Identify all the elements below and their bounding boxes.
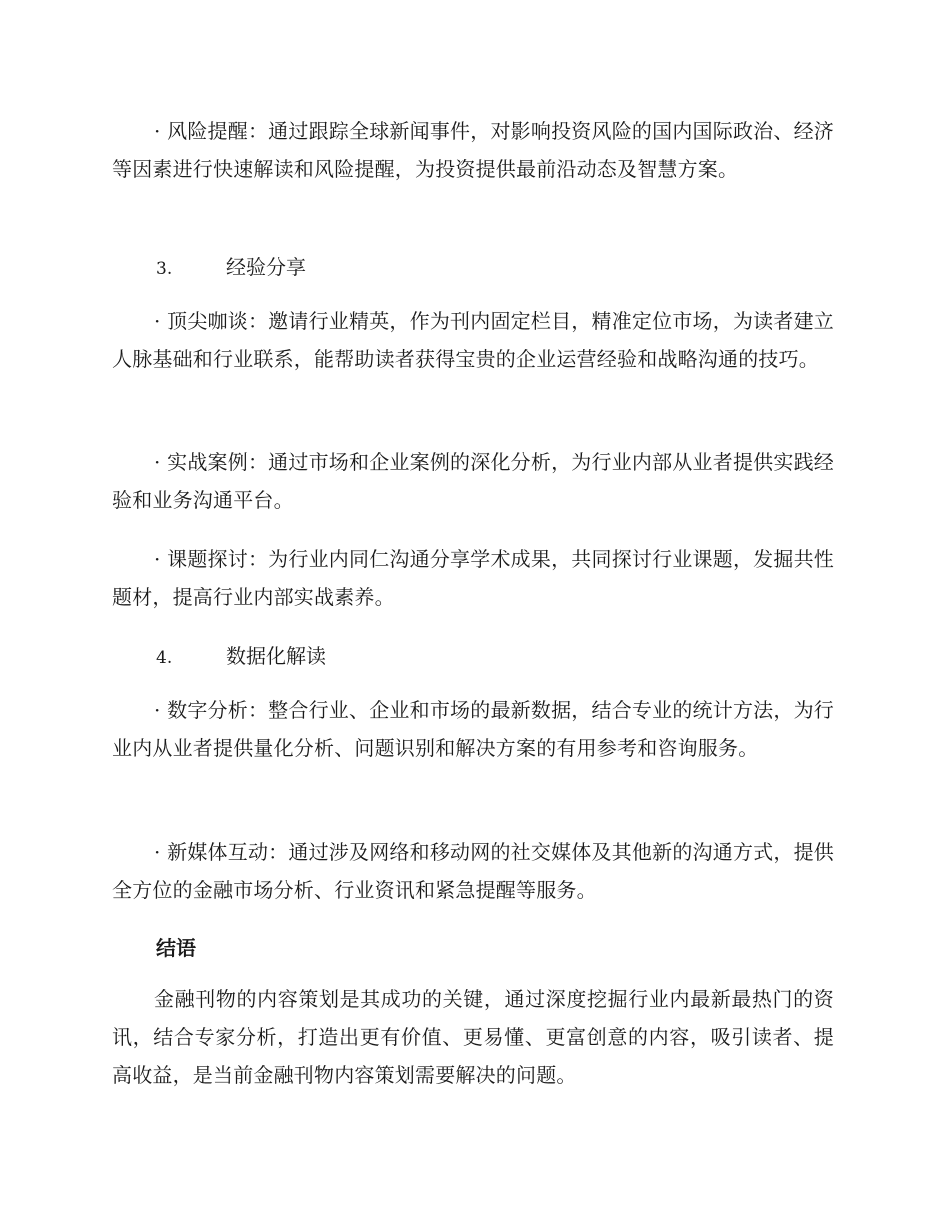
paragraph-risk-alert: · 风险提醒：通过跟踪全球新闻事件，对影响投资风险的国内国际政治、经济等因素进行快速解读和风险提醒，为投资提供最前沿动态及智慧方案。 (112, 119, 834, 181)
paragraph-digital-analysis: · 数字分析：整合行业、企业和市场的最新数据，结合专业的统计方法，为行业内从业者提供量化分析、问题识别和解决方案的有用参考和咨询服务。 (112, 698, 834, 760)
section-4-number: 4. (156, 648, 173, 668)
section-4-title: 数据化解读 (226, 644, 326, 668)
section-3-title: 经验分享 (226, 255, 306, 279)
conclusion-heading: 结语 (156, 936, 196, 960)
paragraph-new-media: · 新媒体互动：通过涉及网络和移动网的社交媒体及其他新的沟通方式，提供全方位的金融市场分析、行业资讯和紧急提醒等服务。 (112, 840, 834, 902)
conclusion-paragraph: 金融刊物的内容策划是其成功的关键，通过深度挖掘行业内最新最热门的资讯，结合专家分析，打造出更有价值、更易懂、更富创意的内容，吸引读者、提高收益，是当前金融刊物内容策划需要解决的问题。 (112, 987, 834, 1087)
section-3-heading (156, 252, 306, 284)
paragraph-topic-discussion: · 课题探讨：为行业内同仁沟通分享学术成果，共同探讨行业课题，发掘共性题材，提高行业内部实战素养。 (112, 547, 834, 609)
section-3-number: 3. (156, 259, 173, 279)
paragraph-top-talk: · 顶尖咖谈：邀请行业精英，作为刊内固定栏目，精准定位市场，为读者建立人脉基础和行业联系，能帮助读者获得宝贵的企业运营经验和战略沟通的技巧。 (112, 309, 834, 371)
paragraph-case-study: · 实战案例：通过市场和企业案例的深化分析，为行业内部从业者提供实践经验和业务沟通平台。 (112, 450, 834, 512)
section-4-heading (156, 641, 326, 673)
